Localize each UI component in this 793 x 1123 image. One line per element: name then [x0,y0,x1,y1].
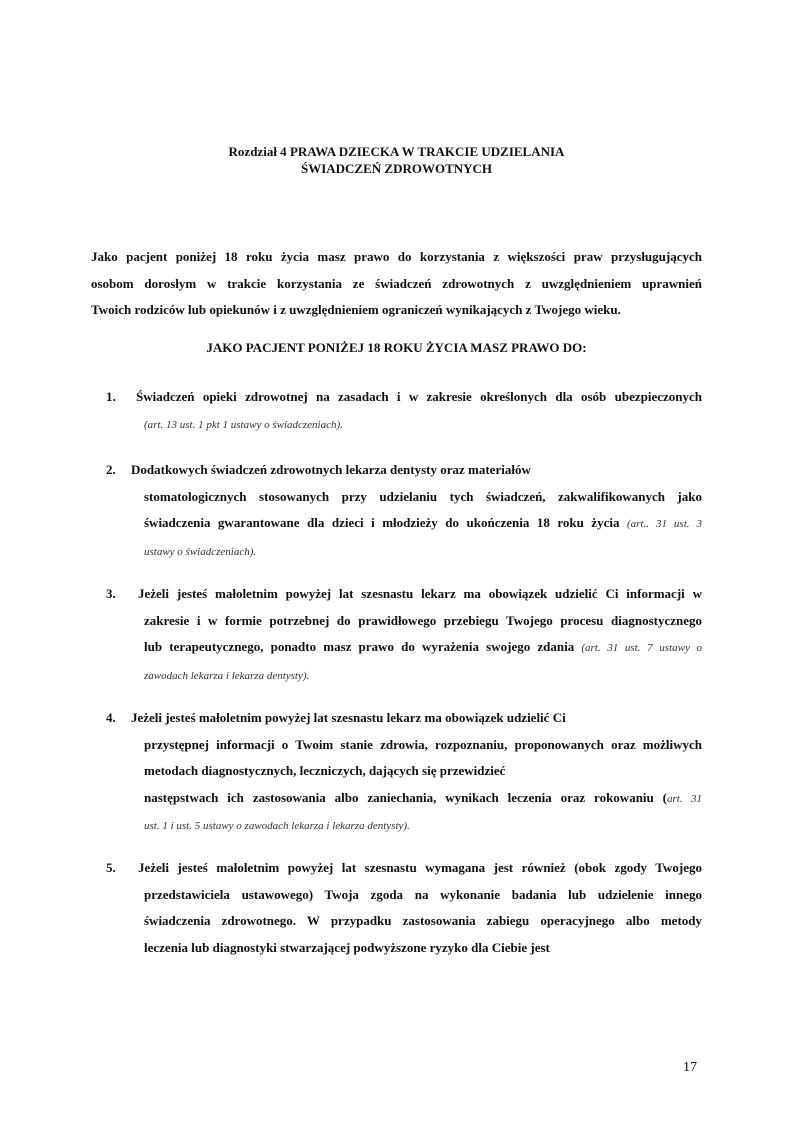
intro-line-1: Jako pacjent poniżej 18 roku życia masz prawo do korzystania z większości praw przysługujących [91,249,702,264]
page-number: 17 [683,1060,697,1075]
item-line-with-ref: następstwach ich zastosowania albo zaniechania, wynikach leczenia oraz rokowaniu (art. 31 [144,789,702,805]
item-line: przedstawiciela ustawowego) Twoja zgoda na wykonanie badania lub udzielenie innego [144,886,702,902]
list-item [106,384,702,438]
item-number: 4. [106,710,116,725]
legal-reference: ustawy o świadczeniach). [144,545,257,558]
intro-paragraph [91,244,702,324]
item-body-continued [144,608,702,690]
item-line: leczenia lub diagnostyki stwarzającej podwyższone ryzyko dla Ciebie jest [144,939,550,955]
item-line: świadczenia zdrowotnego. W przypadku zastosowania zabiegu operacyjnego albo metody [144,913,702,928]
chapter-number: Rozdział 4 [228,144,287,159]
item-line: Jeżeli jesteś małoletnim powyżej lat szesnastu lekarz ma obowiązek udzielić Ci [131,710,566,725]
intro-line-2: osobom dorosłym w trakcie korzystania ze świadczeń zdrowotnych z uwzględnieniem uprawnień [91,275,702,291]
list-item [106,457,702,565]
item-body [136,384,702,438]
item-line: zakresie i w formie potrzebnej do prawidłowego przebiegu Twojego procesu diagnostycznego [144,612,702,628]
item-line: przystępnej informacji o Twoim stanie zdrowia, rozpoznaniu, proponowanych oraz możliwych [144,736,702,752]
item-line: Świadczeń opieki zdrowotnej na zasadach i w zakresie określonych dla osób ubezpieczonych [136,389,702,404]
list-item [106,855,702,961]
item-line: Jeżeli jesteś małoletnim powyżej lat szesnastu lekarz ma obowiązek udzielić Ci informacji w [138,586,702,601]
legal-reference: (art.. 31 ust. 3 [626,518,703,530]
legal-reference: ust. 1 i ust. 5 ustawy o zawodach lekarza i lekarza dentysty). [144,820,410,832]
chapter-title-text-1: PRAWA DZIECKA W TRAKCIE UDZIELANIA [289,144,565,159]
intro-line-3: Twoich rodziców lub opiekunów i z uwzględnieniem ograniczeń wynikających z Twojego wieku. [91,302,621,317]
chapter-title-line-2: ŚWIADCZEŃ ZDROWOTNYCH [300,161,493,176]
item-body [138,581,702,608]
item-body [131,705,702,732]
item-line-with-ref: lub terapeutycznego, ponadto masz prawo do wyrażenia swojego zdania (art. 31 ust. 7 ustawy o [144,639,702,654]
item-line: stomatologicznych stosowanych przy udzielaniu tych świadczeń, zakwalifikowanych jako [144,488,702,504]
item-number: 1. [106,389,116,404]
item-line-with-ref: świadczenia gwarantowane dla dzieci i młodzieży do ukończenia 18 roku życia (art.. 31 ust. 3 [144,515,703,530]
legal-reference: art. 31 [667,792,702,805]
item-number: 2. [106,462,116,477]
item-line: Jeżeli jesteś małoletnim powyżej lat szesnastu wymagana jest również (obok zgody Twojego [138,860,702,875]
legal-reference: (art. 13 ust. 1 pkt 1 ustawy o świadczeniach). [144,418,343,431]
chapter-title [0,143,793,177]
legal-reference: zawodach lekarza i lekarza dentysty). [144,669,310,682]
item-body-continued [144,732,702,840]
item-line: metodach diagnostycznych, leczniczych, dających się przewidzieć [144,763,506,778]
rights-heading: JAKO PACJENT PONIŻEJ 18 ROKU ŻYCIA MASZ PRAWO DO: [206,340,587,355]
item-line: Dodatkowych świadczeń zdrowotnych lekarza dentysty oraz materiałów [131,462,531,477]
legal-reference: (art. 31 ust. 7 ustawy o [581,642,702,654]
item-number: 5. [106,860,116,875]
list-item [106,705,702,840]
item-body [138,855,702,882]
item-body-continued [144,882,702,962]
item-body [131,457,702,484]
list-item [106,581,702,689]
item-number: 3. [106,586,116,601]
chapter-title-line-1 [0,143,793,160]
item-body-continued [144,484,702,566]
